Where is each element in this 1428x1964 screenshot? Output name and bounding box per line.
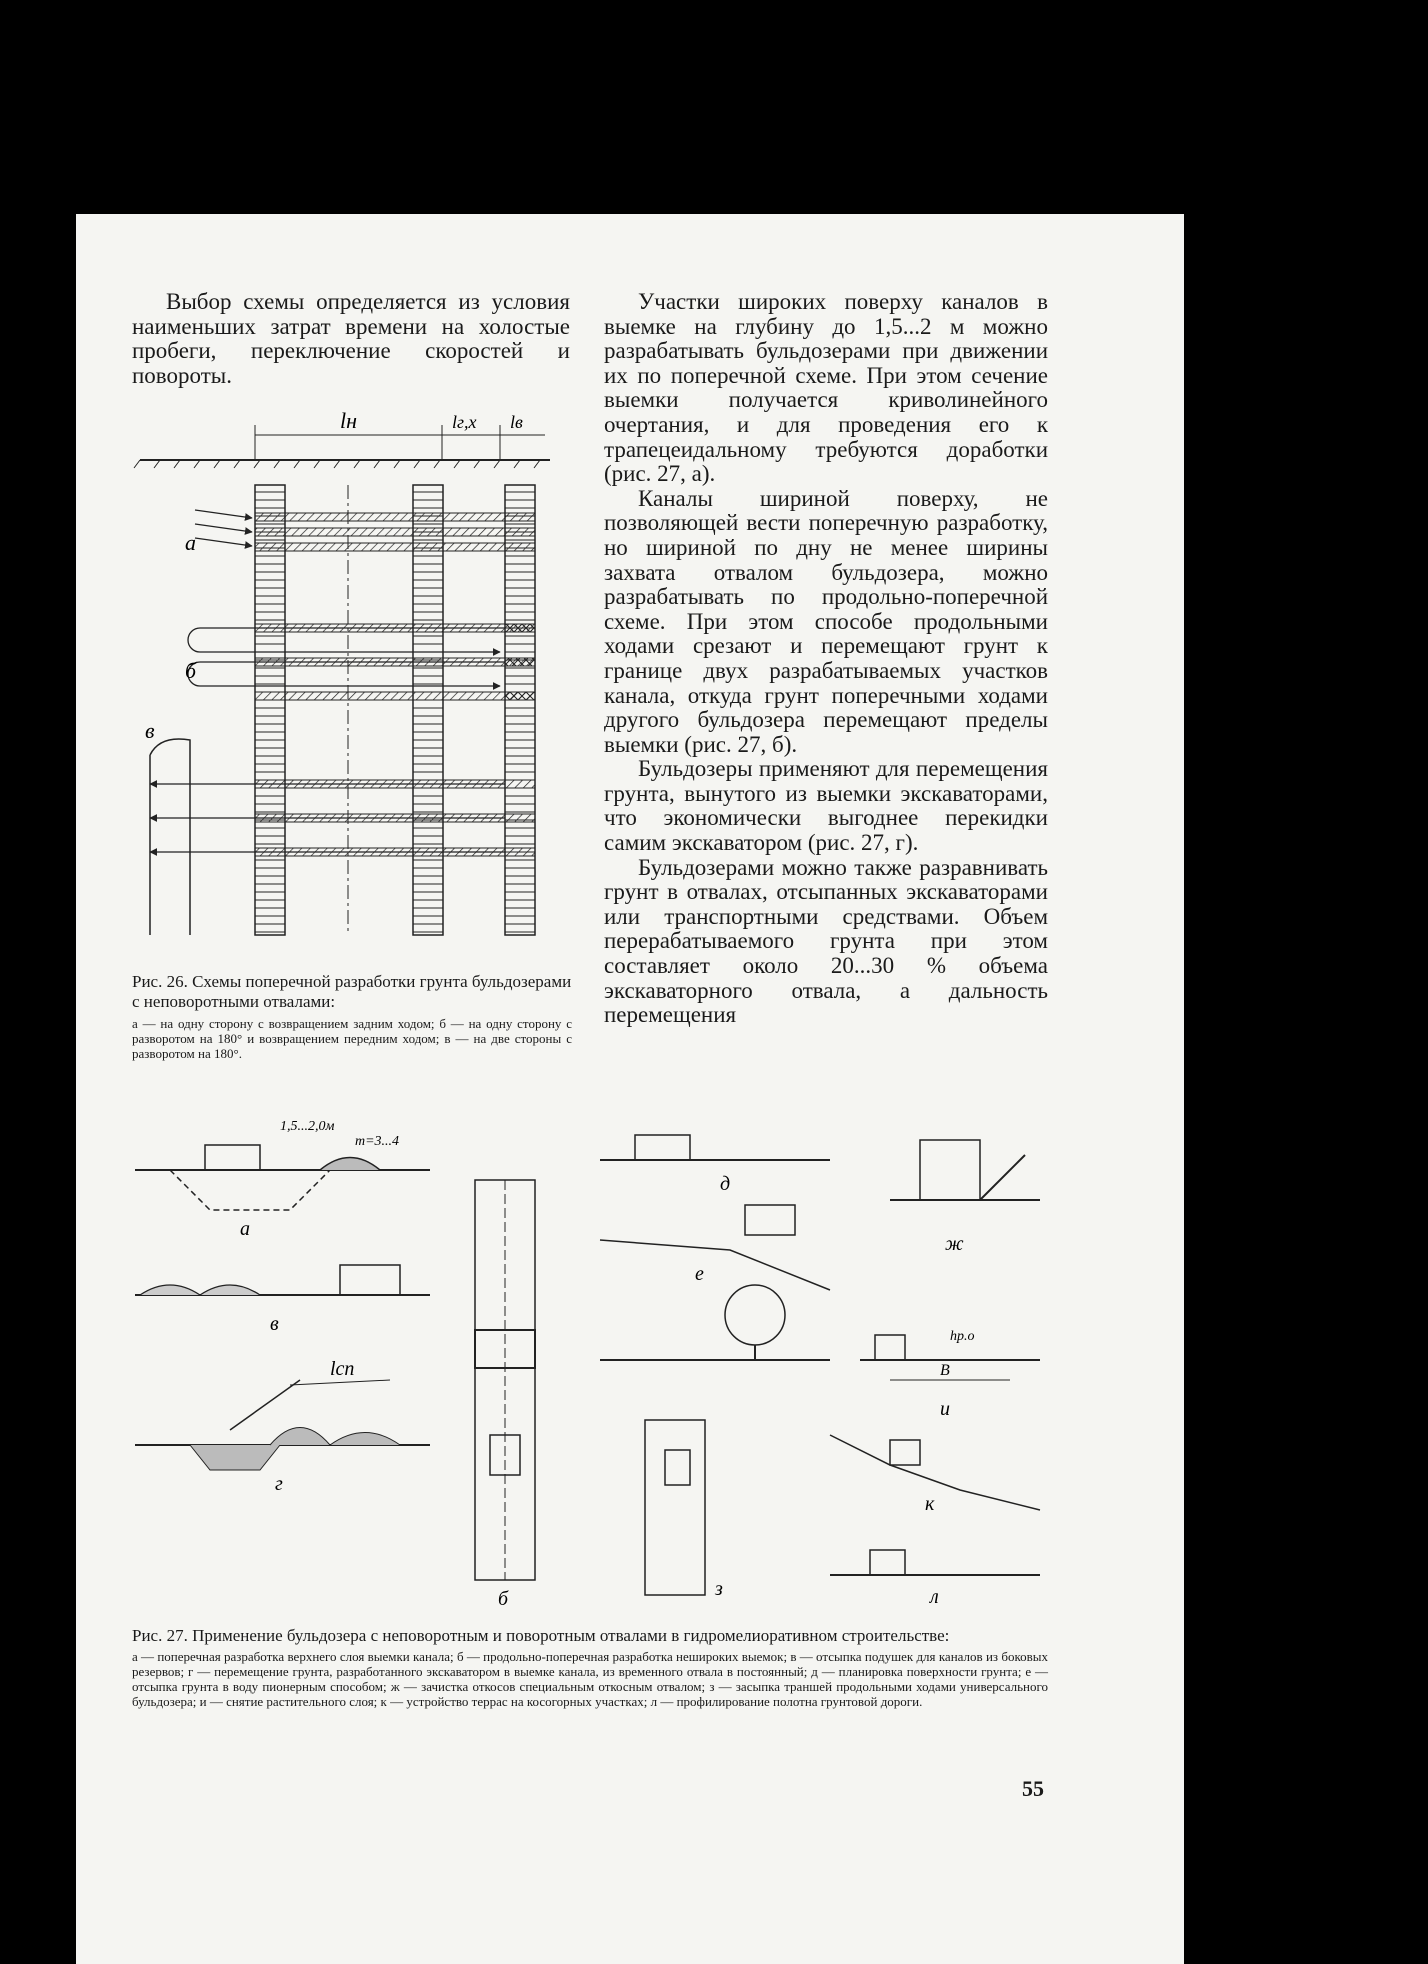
fig27-label-k: к: [925, 1493, 935, 1515]
fig27-caption-title: Рис. 27. Применение бульдозера с неповоротным и поворотным отвалами в гидромелиоративном строительстве:: [132, 1626, 950, 1645]
label-a: а: [185, 530, 196, 555]
paragraph-4: Бульдозерами можно также разравнивать грунт в отвалах, отсыпанных экскаваторами или транспортными средствами. Объем перерабатываемого грунта при этом составляет около 20...30 % объема экскаваторного отвала, а дальность перемещения: [604, 854, 1048, 1028]
paragraph-2: Каналы шириной поверху, не позволяющей вести поперечную разработку, но шириной по дну не менее ширины захвата отвалом бульдозера, можно разрабатывать по продольно-поперечной схеме. При этом способе продольными ходами срезают и перемещают грунт к границе двух разрабатываемых участков канала, откуда грунт поперечными ходами другого бульдозера перемещают пределы выемки (рис. 27, б).: [604, 485, 1048, 757]
paragraph-3: Бульдозеры применяют для перемещения грунта, вынутого из выемки экскаваторами, что экономически выгоднее перекидки самим экскаватором (рис. 27, г).: [604, 756, 1048, 856]
label-hpo: hр.о: [950, 1329, 975, 1344]
fig27-caption: [132, 1626, 1048, 1709]
label-b: б: [185, 658, 197, 683]
page-number: 55: [1022, 1776, 1044, 1801]
paragraph-1: Участки широких поверху каналов в выемке на глубину до 1,5...2 м можно разрабатывать бульдозерами при движении их по поперечной схеме. При этом сечение выемки получается криволинейного очертания, и для проведения его к трапецеидальному требуются доработки (рис. 27, а).: [604, 289, 1048, 487]
fig26-caption-title: Рис. 26. Схемы поперечной разработки грунта бульдозерами с неповоротными отвалами:: [132, 972, 572, 1011]
fig27-drawing: [130, 1090, 1050, 1610]
fig27-label-a: а: [240, 1218, 250, 1240]
label-lgx: lг,х: [452, 412, 477, 432]
fig27-label-v: в: [270, 1313, 279, 1335]
fig27-label-i: и: [940, 1398, 950, 1420]
fig27-label-g: г: [275, 1473, 283, 1495]
left-paragraph: Выбор схемы определяется из условия наименьших затрат времени на холостые пробеги, переключение скоростей и повороты.: [132, 289, 570, 388]
fig27-label-e: е: [695, 1263, 704, 1285]
fig26-caption-text: а — на одну сторону с возвращением задним ходом; б — на одну сторону с разворотом на 180° и возвращением передним ходом; в — на две стороны с разворотом на 180°.: [132, 1016, 572, 1061]
label-depth: 1,5...2,0м: [280, 1119, 335, 1134]
fig27-label-b: б: [498, 1588, 509, 1610]
label-lsp: lсп: [330, 1358, 355, 1380]
label-lv: lв: [510, 412, 523, 432]
fig26-caption: [132, 972, 572, 1061]
fig27-label-z: з: [715, 1578, 723, 1600]
label-ln: lн: [340, 408, 358, 433]
fig27-label-zh: ж: [945, 1233, 964, 1255]
right-column-text: [604, 290, 1048, 1028]
fig27-label-l: л: [930, 1586, 939, 1608]
fig27-label-d: д: [720, 1173, 731, 1195]
label-B: B: [940, 1362, 950, 1379]
fig26-drawing: [130, 400, 570, 945]
label-v: в: [145, 718, 155, 743]
label-slope: m=3...4: [355, 1134, 400, 1149]
fig27-caption-text: а — поперечная разработка верхнего слоя выемки канала; б — продольно-поперечная разработка неширокиx выемок; в — отсыпка подушек для каналов из боковых резервов; г — перемещение грунта, разработанного экскаватором в выемке канала, из временного отвала в постоянный; д — планировка поверхности грунта; е — отсыпка грунта в воду пионерным способом; ж — зачистка откосов специальным откосным отвалом; з — засыпка траншей продольными ходами универсального бульдозера; и — снятие растительного слоя; к — устройство террас на косогорных участках; л — профилирование полотна грунтовой дороги.: [132, 1649, 1048, 1709]
